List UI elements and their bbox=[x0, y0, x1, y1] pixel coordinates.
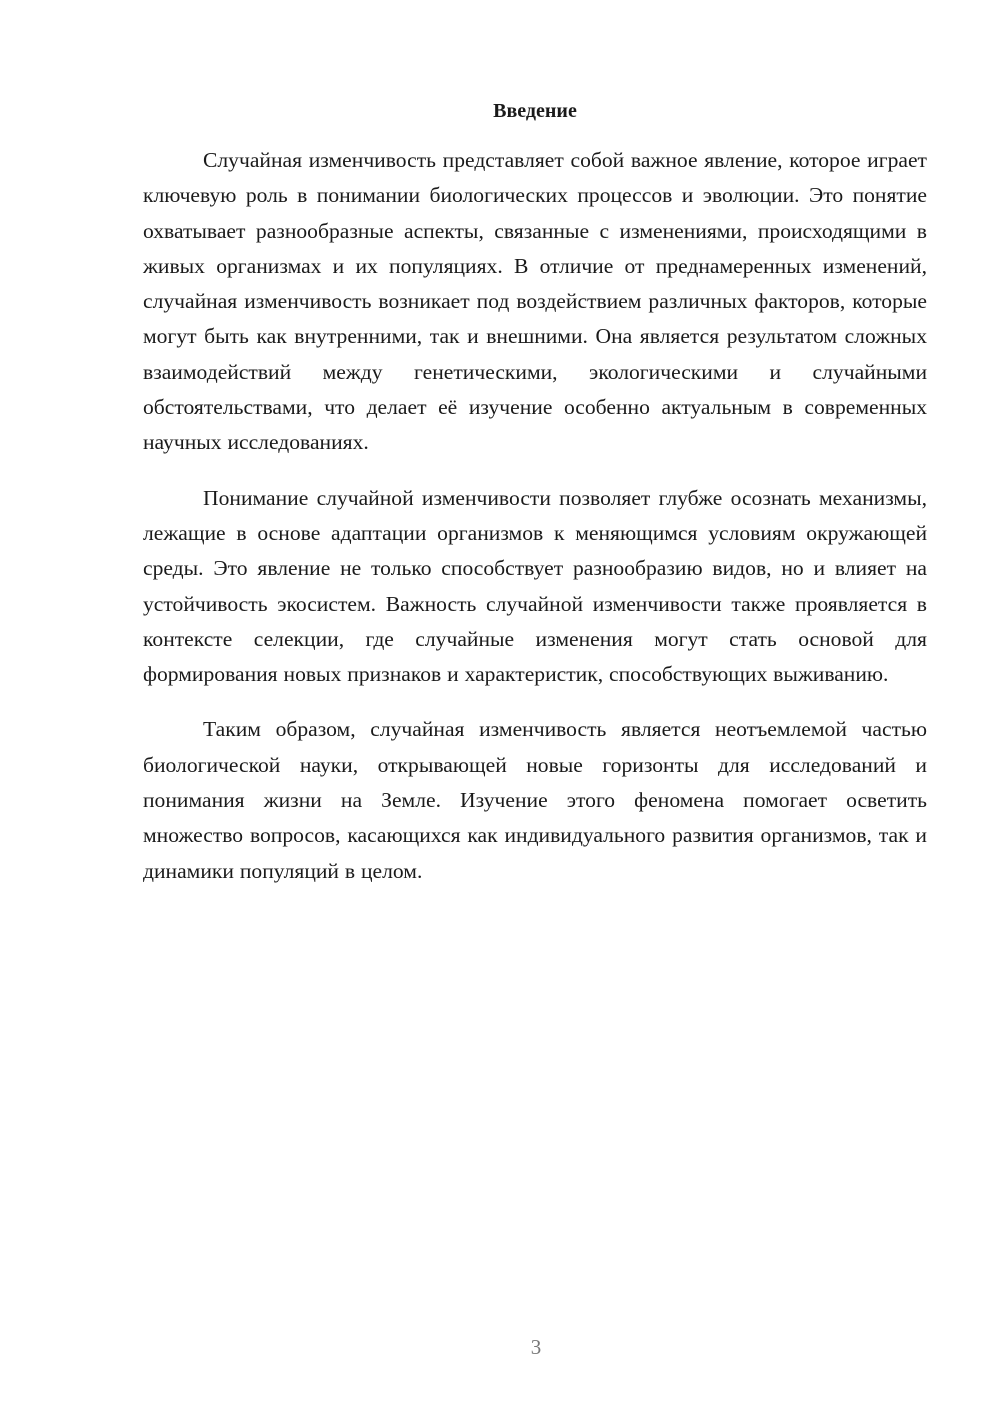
paragraph-2: Понимание случайной изменчивости позволяет глубже осознать механизмы, лежащие в основе адаптации организмов к меняющимся условиям окружающей среды. Это явление не только способствует разнообразию видов, но и влияет на устойчивость экосистем. Важность случайной изменчивости также проявляется в контексте селекции, где случайные изменения могут стать основой для формирования новых признаков и характеристик, способствующих выживанию. bbox=[143, 485, 927, 687]
paragraph-3: Таким образом, случайная изменчивость является неотъемлемой частью биологической науки, открывающей новые горизонты для исследований и понимания жизни на Земле. Изучение этого феномена помогает осветить множество вопросов, касающихся как индивидуального развития организмов, так и динамики популяций в целом. bbox=[143, 717, 927, 883]
section-heading: Введение bbox=[493, 100, 577, 122]
page-number: 3 bbox=[530, 1335, 542, 1359]
body-text bbox=[143, 143, 927, 909]
paragraph-1: Случайная изменчивость представляет собой важное явление, которое играет ключевую роль в понимании биологических процессов и эволюции. Это понятие охватывает разнообразные аспекты, связанные с изменениями, происходящими в живых организмах и их популяциях. В отличие от преднамеренных изменений, случайная изменчивость возникает под воздействием различных факторов, которые могут быть как внутренними, так и внешними. Она является результатом сложных взаимодействий между генетическими, экологическими и случайными обстоятельствами, что делает её изучение особенно актуальным в современных научных исследованиях. bbox=[143, 148, 927, 455]
